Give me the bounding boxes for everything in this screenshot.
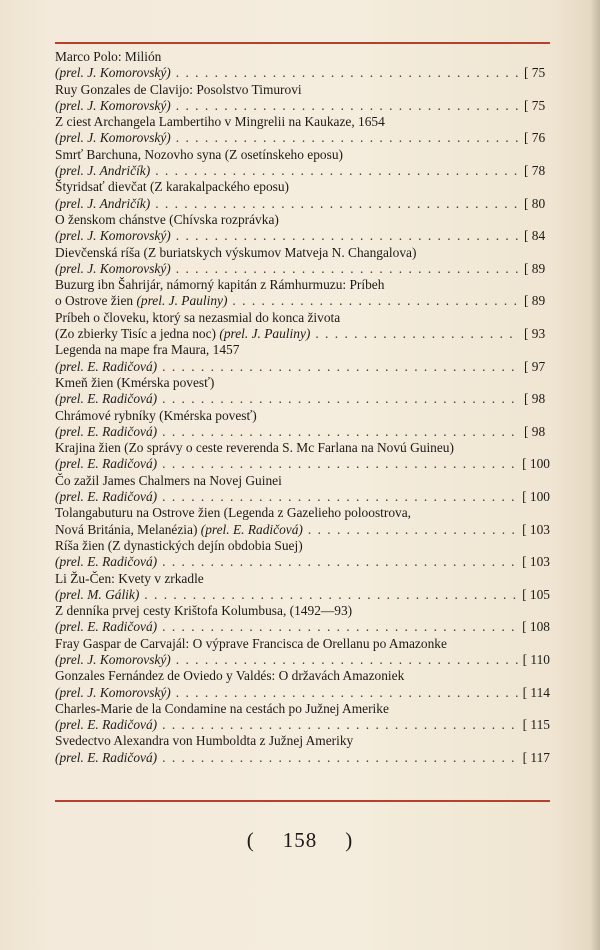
- dot-leader: [176, 652, 519, 668]
- entry-page-number: [ 80: [524, 195, 546, 211]
- toc-entry: [55, 342, 550, 375]
- entry-title: Legenda na mape fra Maura, 1457: [55, 342, 240, 358]
- toc-entry: [55, 147, 550, 180]
- entry-translator: (prel. J. Pauliny): [136, 293, 228, 309]
- toc-entry: [55, 310, 550, 343]
- entry-detail-line: [55, 554, 550, 570]
- entry-page-number: [ 76: [524, 130, 546, 146]
- entry-page-number: [ 114: [522, 684, 550, 700]
- entry-title: Z denníka prvej cesty Krištofa Kolumbusa, (1492—93): [55, 603, 353, 619]
- toc-entry: [55, 114, 550, 147]
- page-number-value: 158: [282, 828, 318, 852]
- entry-detail-line: [55, 750, 550, 766]
- entry-detail-line: [55, 326, 550, 342]
- toc-entry: [55, 375, 550, 408]
- entry-title: Dievčenská ríša (Z buriatskych výskumov Matveja N. Changalova): [55, 244, 417, 260]
- entry-translator: (prel. E. Radičová): [55, 554, 158, 570]
- entry-translator: (prel. E. Radičová): [55, 456, 158, 472]
- dot-leader: [162, 750, 518, 766]
- entry-title: Fray Gaspar de Carvajál: O výprave Francisca de Orellanu po Amazonke: [55, 635, 447, 651]
- entry-page-number: [ 108: [522, 619, 550, 635]
- dot-leader: [176, 130, 520, 146]
- entry-detail-line: [55, 522, 550, 538]
- dot-leader: [162, 424, 520, 440]
- toc-entry: [55, 408, 550, 441]
- dot-leader: [315, 326, 520, 342]
- entry-title: Krajina žien (Zo správy o ceste reverenda S. Mc Farlana na Novú Guineu): [55, 440, 454, 456]
- entry-detail-line: [55, 98, 550, 114]
- entry-title: Buzurg ibn Šahrijár, námorný kapitán z Rámhurmuzu: Príbeh: [55, 277, 385, 293]
- entry-title: Tolangabuturu na Ostrove žien (Legenda z Gazelieho poloostrova,: [55, 505, 412, 521]
- entry-detail-line: [55, 391, 550, 407]
- entry-detail-line: [55, 228, 550, 244]
- entry-translator: (prel. J. Komorovský): [55, 65, 171, 81]
- dot-leader: [308, 522, 518, 538]
- entry-translator: (prel. J. Komorovský): [55, 228, 171, 244]
- dot-leader: [176, 685, 519, 701]
- toc-entry: [55, 701, 550, 734]
- toc-entry: [55, 245, 550, 278]
- entry-translator: (prel. E. Radičová): [55, 717, 158, 733]
- dot-leader: [162, 391, 520, 407]
- entry-page-number: [ 115: [522, 717, 550, 733]
- entry-translator: (prel. E. Radičová): [55, 619, 158, 635]
- dot-leader: [162, 619, 518, 635]
- entry-page-number: [ 103: [522, 554, 550, 570]
- entry-page-number: [ 117: [522, 749, 550, 765]
- entry-title: Štyridsať dievčat (Z karakalpackého eposu): [55, 179, 290, 195]
- entry-page-number: [ 97: [524, 358, 546, 374]
- toc-entry: [55, 603, 550, 636]
- entry-detail-line: [55, 456, 550, 472]
- entry-title: Chrámové rybníky (Kmérska povesť): [55, 407, 257, 423]
- toc-entry: [55, 179, 550, 212]
- entry-title: Svedectvo Alexandra von Humboldta z Južnej Ameriky: [55, 733, 354, 749]
- entry-detail-line: [55, 163, 550, 179]
- dot-leader: [176, 65, 520, 81]
- toc-entry: [55, 571, 550, 604]
- toc-entry: [55, 733, 550, 766]
- entry-title: Ruy Gonzales de Clavijo: Posolstvo Timurovi: [55, 81, 302, 97]
- entry-translator: (prel. E. Radičová): [200, 521, 303, 537]
- toc-entry: [55, 668, 550, 701]
- entry-title: Ríša žien (Z dynastických dejín obdobia Suej): [55, 537, 303, 553]
- toc-entry: [55, 505, 550, 538]
- dot-leader: [162, 456, 518, 472]
- entry-page-number: [ 98: [524, 391, 546, 407]
- entry-detail-line: [55, 489, 550, 505]
- entry-translator: (prel. E. Radičová): [55, 749, 158, 765]
- entry-page-number: [ 98: [524, 423, 546, 439]
- entry-detail-line: [55, 685, 550, 701]
- entry-translator: (prel. J. Komorovský): [55, 260, 171, 276]
- entry-detail-line: [55, 619, 550, 635]
- bottom-divider: [55, 800, 550, 802]
- entry-page-number: [ 100: [522, 456, 550, 472]
- entry-detail-line: [55, 587, 550, 603]
- dot-leader: [155, 163, 520, 179]
- toc-entry: [55, 538, 550, 571]
- page-number-open-paren: (: [246, 828, 255, 852]
- dot-leader: [176, 228, 520, 244]
- entry-page-number: [ 103: [522, 521, 550, 537]
- entry-title: Príbeh o človeku, ktorý sa nezasmial do konca života: [55, 309, 341, 325]
- entry-title-continuation: (Zo zbierky Tisíc a jedna noc): [55, 326, 220, 342]
- entry-translator: (prel. E. Radičová): [55, 391, 158, 407]
- entry-detail-line: [55, 652, 550, 668]
- entry-translator: (prel. J. Komorovský): [55, 97, 171, 113]
- entry-translator: (prel. J. Komorovský): [55, 651, 171, 667]
- entry-translator: (prel. J. Komorovský): [55, 684, 171, 700]
- dot-leader: [162, 359, 520, 375]
- entry-page-number: [ 75: [524, 65, 546, 81]
- dot-leader: [162, 717, 518, 733]
- page-edge-shadow: [590, 0, 600, 950]
- entry-detail-line: [55, 293, 550, 309]
- toc-entry: [55, 49, 550, 82]
- entry-translator: (prel. E. Radičová): [55, 423, 158, 439]
- dot-leader: [162, 489, 518, 505]
- entry-detail-line: [55, 65, 550, 81]
- dot-leader: [176, 261, 520, 277]
- entry-title: Smrť Barchuna, Nozovho syna (Z osetínskeho eposu): [55, 146, 343, 162]
- toc-entry: [55, 277, 550, 310]
- entry-page-number: [ 89: [524, 293, 546, 309]
- entry-page-number: [ 89: [524, 260, 546, 276]
- top-divider: [55, 42, 550, 44]
- entry-detail-line: [55, 717, 550, 733]
- entry-translator: (prel. E. Radičová): [55, 489, 158, 505]
- entry-title: Charles-Marie de la Condamine na cestách po Južnej Amerike: [55, 700, 389, 716]
- toc-entry: [55, 440, 550, 473]
- entry-page-number: [ 84: [524, 228, 546, 244]
- dot-leader: [232, 293, 520, 309]
- page-number-close-paren: ): [345, 828, 354, 852]
- entry-title-continuation: Nová Británia, Melanézia): [55, 521, 201, 537]
- entry-translator: (prel. J. Komorovský): [55, 130, 171, 146]
- toc-entry: [55, 473, 550, 506]
- entry-page-number: [ 93: [524, 326, 546, 342]
- entry-translator: (prel. M. Gálik): [55, 586, 140, 602]
- entry-page-number: [ 75: [524, 97, 546, 113]
- toc-entry: [55, 82, 550, 115]
- entry-detail-line: [55, 424, 550, 440]
- dot-leader: [176, 98, 520, 114]
- dot-leader: [144, 587, 518, 603]
- entry-translator: (prel. J. Andričík): [55, 163, 151, 179]
- entry-title: Čo zažil James Chalmers na Novej Guinei: [55, 472, 282, 488]
- entry-title: Gonzales Fernández de Oviedo y Valdés: O državách Amazoniek: [55, 668, 405, 684]
- entry-title: Marco Polo: Milión: [55, 49, 162, 64]
- entry-page-number: [ 100: [522, 489, 550, 505]
- entry-title-continuation: o Ostrove žien: [55, 293, 137, 309]
- entry-translator: (prel. E. Radičová): [55, 358, 158, 374]
- entry-title: O ženskom chánstve (Chívska rozprávka): [55, 211, 279, 227]
- entry-page-number: [ 105: [522, 586, 550, 602]
- entry-page-number: [ 110: [522, 651, 550, 667]
- dot-leader: [162, 554, 518, 570]
- entry-detail-line: [55, 359, 550, 375]
- toc-entry: [55, 212, 550, 245]
- entry-title: Li Žu-Čen: Kvety v zrkadle: [55, 570, 204, 586]
- table-of-contents: [55, 49, 550, 766]
- entry-page-number: [ 78: [524, 163, 546, 179]
- entry-title: Kmeň žien (Kmérska povesť): [55, 374, 215, 390]
- page-number: [0, 828, 600, 853]
- entry-translator: (prel. J. Andričík): [55, 195, 151, 211]
- entry-title: Z ciest Archangela Lambertiho v Mingrelii na Kaukaze, 1654: [55, 114, 385, 130]
- entry-detail-line: [55, 130, 550, 146]
- toc-entry: [55, 636, 550, 669]
- dot-leader: [155, 196, 520, 212]
- entry-detail-line: [55, 196, 550, 212]
- entry-translator: (prel. J. Pauliny): [219, 326, 311, 342]
- entry-detail-line: [55, 261, 550, 277]
